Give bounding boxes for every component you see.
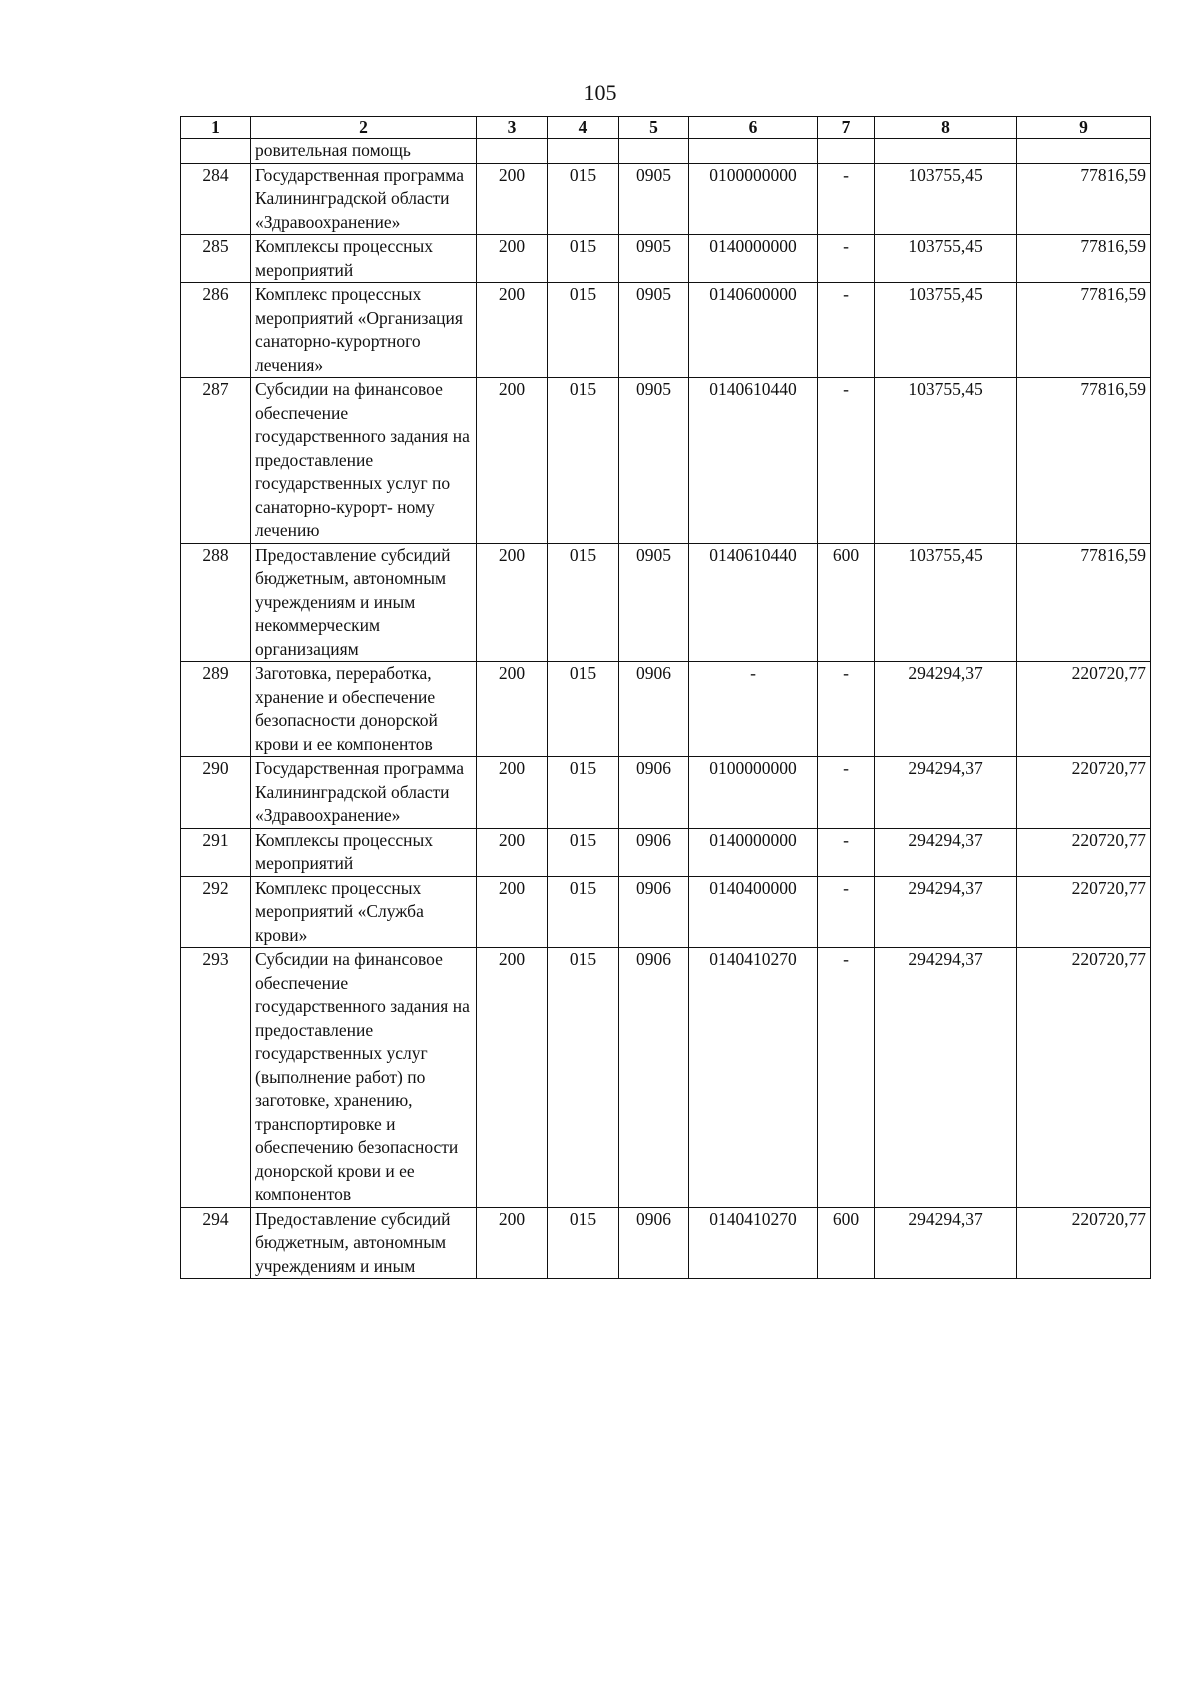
row-number: 293 — [181, 948, 251, 1208]
col-6: 0140410270 — [689, 948, 818, 1208]
table-row — [181, 828, 1151, 876]
header-col-6: 6 — [689, 117, 818, 139]
col-7: - — [818, 662, 875, 757]
col-3: 200 — [477, 948, 548, 1208]
row-name: Заготовка, переработка, хранение и обеспечение безопасности донорской крови и ее компонентов — [251, 662, 477, 757]
col-3: 200 — [477, 662, 548, 757]
row-number: 286 — [181, 283, 251, 378]
col-3: 200 — [477, 235, 548, 283]
header-col-8: 8 — [875, 117, 1017, 139]
col-5: 0906 — [619, 662, 689, 757]
col-7: - — [818, 757, 875, 829]
col-4: 015 — [548, 543, 619, 662]
col-4: 015 — [548, 662, 619, 757]
col-4: 015 — [548, 828, 619, 876]
col-6: 0100000000 — [689, 163, 818, 235]
row-name: Субсидии на финансовое обеспечение государственного задания на предоставление государственных услуг (выполнение работ) по заготовке, хранению, транспортировке и обеспечению безопасности донорской крови и ее компонентов — [251, 948, 477, 1208]
row-name: Государственная программа Калининградской области «Здравоохранение» — [251, 757, 477, 829]
col-6: 0100000000 — [689, 757, 818, 829]
col-6: 0140600000 — [689, 283, 818, 378]
row-number: 287 — [181, 378, 251, 544]
table-row — [181, 543, 1151, 662]
budget-table — [180, 116, 1151, 1279]
header-col-3: 3 — [477, 117, 548, 139]
table-row — [181, 378, 1151, 544]
header-col-4: 4 — [548, 117, 619, 139]
col-6: 0140000000 — [689, 235, 818, 283]
continuation-text: ровительная помощь — [251, 139, 477, 164]
header-col-9: 9 — [1017, 117, 1151, 139]
col-5: 0906 — [619, 1207, 689, 1279]
col-3: 200 — [477, 378, 548, 544]
col-8: 294294,37 — [875, 757, 1017, 829]
row-number: 291 — [181, 828, 251, 876]
col-9: 77816,59 — [1017, 235, 1151, 283]
table-row — [181, 163, 1151, 235]
header-col-1: 1 — [181, 117, 251, 139]
continuation-row — [181, 139, 1151, 164]
col-8: 294294,37 — [875, 828, 1017, 876]
row-name: Комплекс процессных мероприятий «Служба крови» — [251, 876, 477, 948]
table-row — [181, 283, 1151, 378]
row-name: Комплекс процессных мероприятий «Организация санаторно-курортного лечения» — [251, 283, 477, 378]
col-5: 0906 — [619, 828, 689, 876]
row-number: 289 — [181, 662, 251, 757]
col-5: 0905 — [619, 283, 689, 378]
col-7: - — [818, 378, 875, 544]
col-8: 103755,45 — [875, 283, 1017, 378]
row-name: Комплексы процессных мероприятий — [251, 828, 477, 876]
col-6: - — [689, 662, 818, 757]
row-name: Государственная программа Калининградской области «Здравоохранение» — [251, 163, 477, 235]
table-row — [181, 876, 1151, 948]
col-8: 294294,37 — [875, 1207, 1017, 1279]
row-name: Предоставление субсидий бюджетным, автономным учреждениям и иным некоммерческим организациям — [251, 543, 477, 662]
row-number: 284 — [181, 163, 251, 235]
col-3: 200 — [477, 757, 548, 829]
row-name: Субсидии на финансовое обеспечение государственного задания на предоставление государственных услуг по санаторно-курорт- ному лечению — [251, 378, 477, 544]
row-number: 294 — [181, 1207, 251, 1279]
col-9: 220720,77 — [1017, 876, 1151, 948]
col-5: 0905 — [619, 235, 689, 283]
col-9: 77816,59 — [1017, 378, 1151, 544]
col-9: 220720,77 — [1017, 828, 1151, 876]
col-9: 220720,77 — [1017, 1207, 1151, 1279]
col-8: 294294,37 — [875, 948, 1017, 1208]
col-7: - — [818, 876, 875, 948]
row-number: 290 — [181, 757, 251, 829]
col-4: 015 — [548, 378, 619, 544]
col-4: 015 — [548, 1207, 619, 1279]
col-5: 0906 — [619, 876, 689, 948]
col-3: 200 — [477, 876, 548, 948]
col-7: - — [818, 948, 875, 1208]
header-col-2: 2 — [251, 117, 477, 139]
table-row — [181, 235, 1151, 283]
row-number: 288 — [181, 543, 251, 662]
col-3: 200 — [477, 543, 548, 662]
col-9: 220720,77 — [1017, 948, 1151, 1208]
col-5: 0905 — [619, 378, 689, 544]
table-row — [181, 1207, 1151, 1279]
row-number: 292 — [181, 876, 251, 948]
col-7: - — [818, 163, 875, 235]
header-row — [181, 117, 1151, 139]
col-9: 220720,77 — [1017, 662, 1151, 757]
col-6: 0140610440 — [689, 378, 818, 544]
col-7: 600 — [818, 1207, 875, 1279]
col-3: 200 — [477, 828, 548, 876]
col-4: 015 — [548, 235, 619, 283]
col-4: 015 — [548, 876, 619, 948]
col-8: 294294,37 — [875, 876, 1017, 948]
col-5: 0905 — [619, 163, 689, 235]
col-5: 0906 — [619, 948, 689, 1208]
page-number: 105 — [583, 80, 617, 105]
col-8: 103755,45 — [875, 163, 1017, 235]
col-8: 103755,45 — [875, 378, 1017, 544]
col-9: 77816,59 — [1017, 283, 1151, 378]
col-9: 77816,59 — [1017, 543, 1151, 662]
col-6: 0140000000 — [689, 828, 818, 876]
col-4: 015 — [548, 757, 619, 829]
col-4: 015 — [548, 283, 619, 378]
col-4: 015 — [548, 948, 619, 1208]
col-7: - — [818, 828, 875, 876]
col-5: 0905 — [619, 543, 689, 662]
col-3: 200 — [477, 1207, 548, 1279]
row-name: Предоставление субсидий бюджетным, автономным учреждениям и иным — [251, 1207, 477, 1279]
header-col-5: 5 — [619, 117, 689, 139]
table-row — [181, 662, 1151, 757]
col-7: - — [818, 283, 875, 378]
row-number: 285 — [181, 235, 251, 283]
col-7: - — [818, 235, 875, 283]
col-6: 0140410270 — [689, 1207, 818, 1279]
col-9: 220720,77 — [1017, 757, 1151, 829]
col-5: 0906 — [619, 757, 689, 829]
row-name: Комплексы процессных мероприятий — [251, 235, 477, 283]
col-6: 0140400000 — [689, 876, 818, 948]
col-8: 103755,45 — [875, 543, 1017, 662]
col-4: 015 — [548, 163, 619, 235]
col-9: 77816,59 — [1017, 163, 1151, 235]
col-7: 600 — [818, 543, 875, 662]
col-3: 200 — [477, 163, 548, 235]
col-8: 103755,45 — [875, 235, 1017, 283]
col-3: 200 — [477, 283, 548, 378]
header-col-7: 7 — [818, 117, 875, 139]
col-8: 294294,37 — [875, 662, 1017, 757]
table-row — [181, 948, 1151, 1208]
col-6: 0140610440 — [689, 543, 818, 662]
table-row — [181, 757, 1151, 829]
